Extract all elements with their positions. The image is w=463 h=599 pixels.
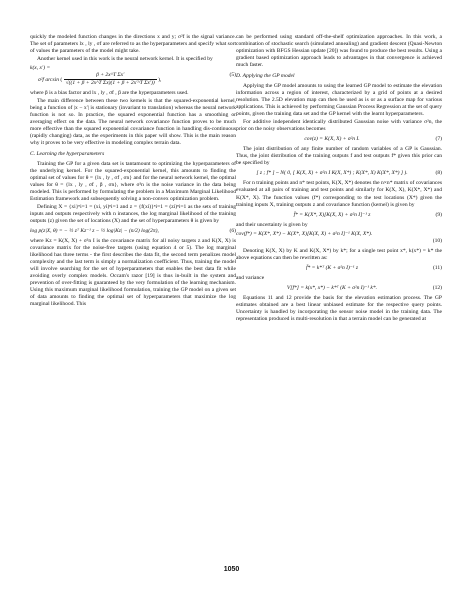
paragraph: where Kz = K(X, X) + σ²n I is the covariance matrix for all noisy targets z and K(X, X) is covariance matrix for the noise-free targets (using equation 4 or 5). The log marginal likelihood has three terms - the first describes the data fit, the second term penalizes model complexity and the last term is simply a normalization coefficient. Thus, training the model will involve searching for the set of hyperparameters that enables the best data fit while avoiding overly complex models. Occam's razor [19] is thus in-built in the system and prevention of over-fitting is guaranteed by the very formulation of the learning mechanism. Using this maximum marginal likelihood formulation, training the GP model on a given set of data amounts to finding the optimal set of hyperparameters that maximize the log marginal likelihood. This: [30, 238, 236, 308]
equation-6-body: log p(z|X, θ) = − ½ zᵀ Kz⁻¹ z − ½ log|Kz| − (n/2) log(2π),: [30, 227, 159, 234]
equation-11: [236, 265, 442, 272]
equation-11-number: (11): [432, 264, 442, 271]
paragraph: and variance: [236, 274, 265, 281]
paragraph: can be performed using standard off-the-shelf optimization approaches. In this work, a combination of stochastic search (simulated annealing) and gradient descent (Quasi-Newton optimization with BFGS Hessian update [20]) was found to produce the best results. Using a gradient based optimization approach leads to advantages in that convergence is achieved much faster.: [236, 34, 442, 69]
equation-5-line1: k(x, x′) =: [30, 64, 51, 71]
paragraph: Applying the GP model amounts to using the learned GP model to estimate the elevation information across a region of interest, characterized by a grid of points at a desired resolution. The 2.5D elevation map can then be used as is or as a surface map for various applications. This is achieved by performing Gaussian Process Regression at the set of query points, given the training data set and the GP kernel with the learnt hyperparameters.: [236, 83, 443, 118]
equation-10: [236, 231, 442, 245]
paragraph: Equations 11 and 12 provide the basis for the elevation estimation process. The GP estimates obtained are a best linear unbiased estimate for the respective query points. Uncertainty is handled by incorporating the sensor noise model in the training data. The representation produced is multi-resolution in that a terrain model can be generated at: [236, 295, 442, 323]
equation-10-body: cov(f*) = K(X*, X*) − K(X*, X)[K(X, X) + σ²n I]⁻¹ K(X, X*).: [236, 230, 373, 237]
equation-5: k(x, x′) = σ²f arcsin ( $\frac{\text{β + 2x\textasciicircum{}T Σx′}}{\text{√((1 + β + 2x\textasciicircum{}T Σx)(1 + β + 2x′\textasciicircum{}T Σx′))}}$ ), (5): [30, 64, 236, 86]
page-number: 1050: [223, 566, 240, 573]
equation-5-number: (5): [229, 71, 236, 78]
equation-12-body: V[f*] = k(x*, x*) − k*ᵀ (K + σ²n I)⁻¹ k*.: [286, 285, 378, 291]
equation-6: [30, 228, 236, 235]
paragraph: quickly the modeled function changes in the directions x and y; σ²f is the signal variance. The set of parameters lx , ly , σf are referred to as the hyperparameters and specify what sort of values the parameters of the model might take.: [30, 34, 236, 55]
equation-8: [236, 170, 442, 177]
section-heading: C. Learning the hyperparameters: [30, 150, 105, 157]
equation-7-number: (7): [435, 136, 442, 143]
equation-11-body: f̄* = k*ᵀ (K + σ²n I)⁻¹ z: [305, 264, 359, 271]
equation-5-fraction: [64, 72, 157, 87]
right-column: [236, 34, 442, 324]
paragraph: Denoting K(X, X) by K and K(X, X*) by k*; for a single test point x*, k(x*) = k* the above equations can then be rewritten as:: [236, 247, 442, 261]
equation-8-body: [ z ; f* ] ~ N( 0, [ K(X, X) + σ²n I K(X, X*) ; K(X*, X) K(X*, X*) ] ).: [256, 170, 408, 177]
paragraph: The main difference between these two kernels is that the squared-exponential kernel, being a function of |x − x′| is stationary (invariant to translation) whereas the neural network function is not so. In practice, the squared exponential function has a smoothing or averaging effect on the data. The neural network covariance function proves to be much more effective than the squared exponential covariance function in handling dis-continuous (rapidly changing) data, as the experiments in this paper will show. This is the main reason why it proves to be very effective in modeling complex terrain data.: [30, 97, 236, 146]
paragraph: Another kernel used in this work is the neural network kernel. It is specified by: [37, 55, 213, 62]
equation-10-number: (10): [432, 237, 442, 244]
equation-7: [236, 136, 442, 143]
paragraph: For n training points and n* test points, K(X, X*) denotes the n×n* matrix of covariances evaluated at all pairs of training and test points and similarly for K(X, X), K(X*, X*) and K(X*, X). The function values (f*) corresponding to the test locations (X*) given the training inputs X, training outputs z and covariance function (kernel) is given by: [236, 180, 442, 208]
equation-9-body: f̄* = K(X*, X)[K(X, X) + σ²n I]⁻¹ z: [293, 211, 371, 218]
left-column: [30, 34, 236, 309]
equation-9-number: (9): [435, 211, 442, 218]
equation-9: [236, 212, 442, 219]
paragraph: and their uncertainty is given by: [236, 221, 308, 228]
equation-5-numerator: β + 2x^T Σx′: [64, 72, 157, 80]
paragraph: where β is a bias factor and lx , ly , σf , β are the hyperparameters used.: [30, 89, 189, 96]
equation-8-number: (8): [435, 170, 442, 177]
paragraph: Defining X = {xi}ⁿi=1 = (xi, yi)ⁿi=1 and z = {f(xi)}ⁿi=1 = (zi)ⁿi=1 as the sets of training inputs and outputs respectively with n instances, the log marginal likelihood of the training outputs (z) given the set of locations (X) and the set of hyperparameters θ is given by: [30, 203, 236, 224]
section-heading: D. Applying the GP model: [236, 73, 295, 80]
paragraph: Training the GP for a given data set is tantamount to optimizing the hyperparameters of the underlying kernel. For the squared-exponential kernel, this amounts to finding the optimal set of values for θ = {lx , ly , σf , σn} and for the neural network kernel, the optimal values for θ = {lx , ly , σf , β , σn}, where σ²n is the noise variance in the data being modeled. This is performed by formulating the problem in a Maximum Marginal Likelihood Estimation framework and subsequently solving a non-convex optimization problem.: [30, 160, 236, 203]
paragraph: For additive independent identically distributed Gaussian noise with variance σ²n, the prior on the noisy observations becomes: [236, 119, 442, 133]
equation-5-prefix: σ²f arcsin: [38, 76, 59, 83]
equation-6-number: (6): [229, 227, 236, 234]
equation-12-number: (12): [432, 285, 442, 291]
equation-12: [236, 285, 442, 292]
equation-7-body: cov(z) = K(X, X) + σ²n I.: [304, 136, 360, 143]
equation-5-denominator: √((1 + β + 2x^T Σx)(1 + β + 2x′^T Σx′)): [65, 79, 155, 86]
paragraph: The joint distribution of any finite number of random variables of a GP is Gaussian. Thus, the joint distribution of the training outputs f and test outputs f* given this prior can be specified by: [236, 146, 442, 167]
